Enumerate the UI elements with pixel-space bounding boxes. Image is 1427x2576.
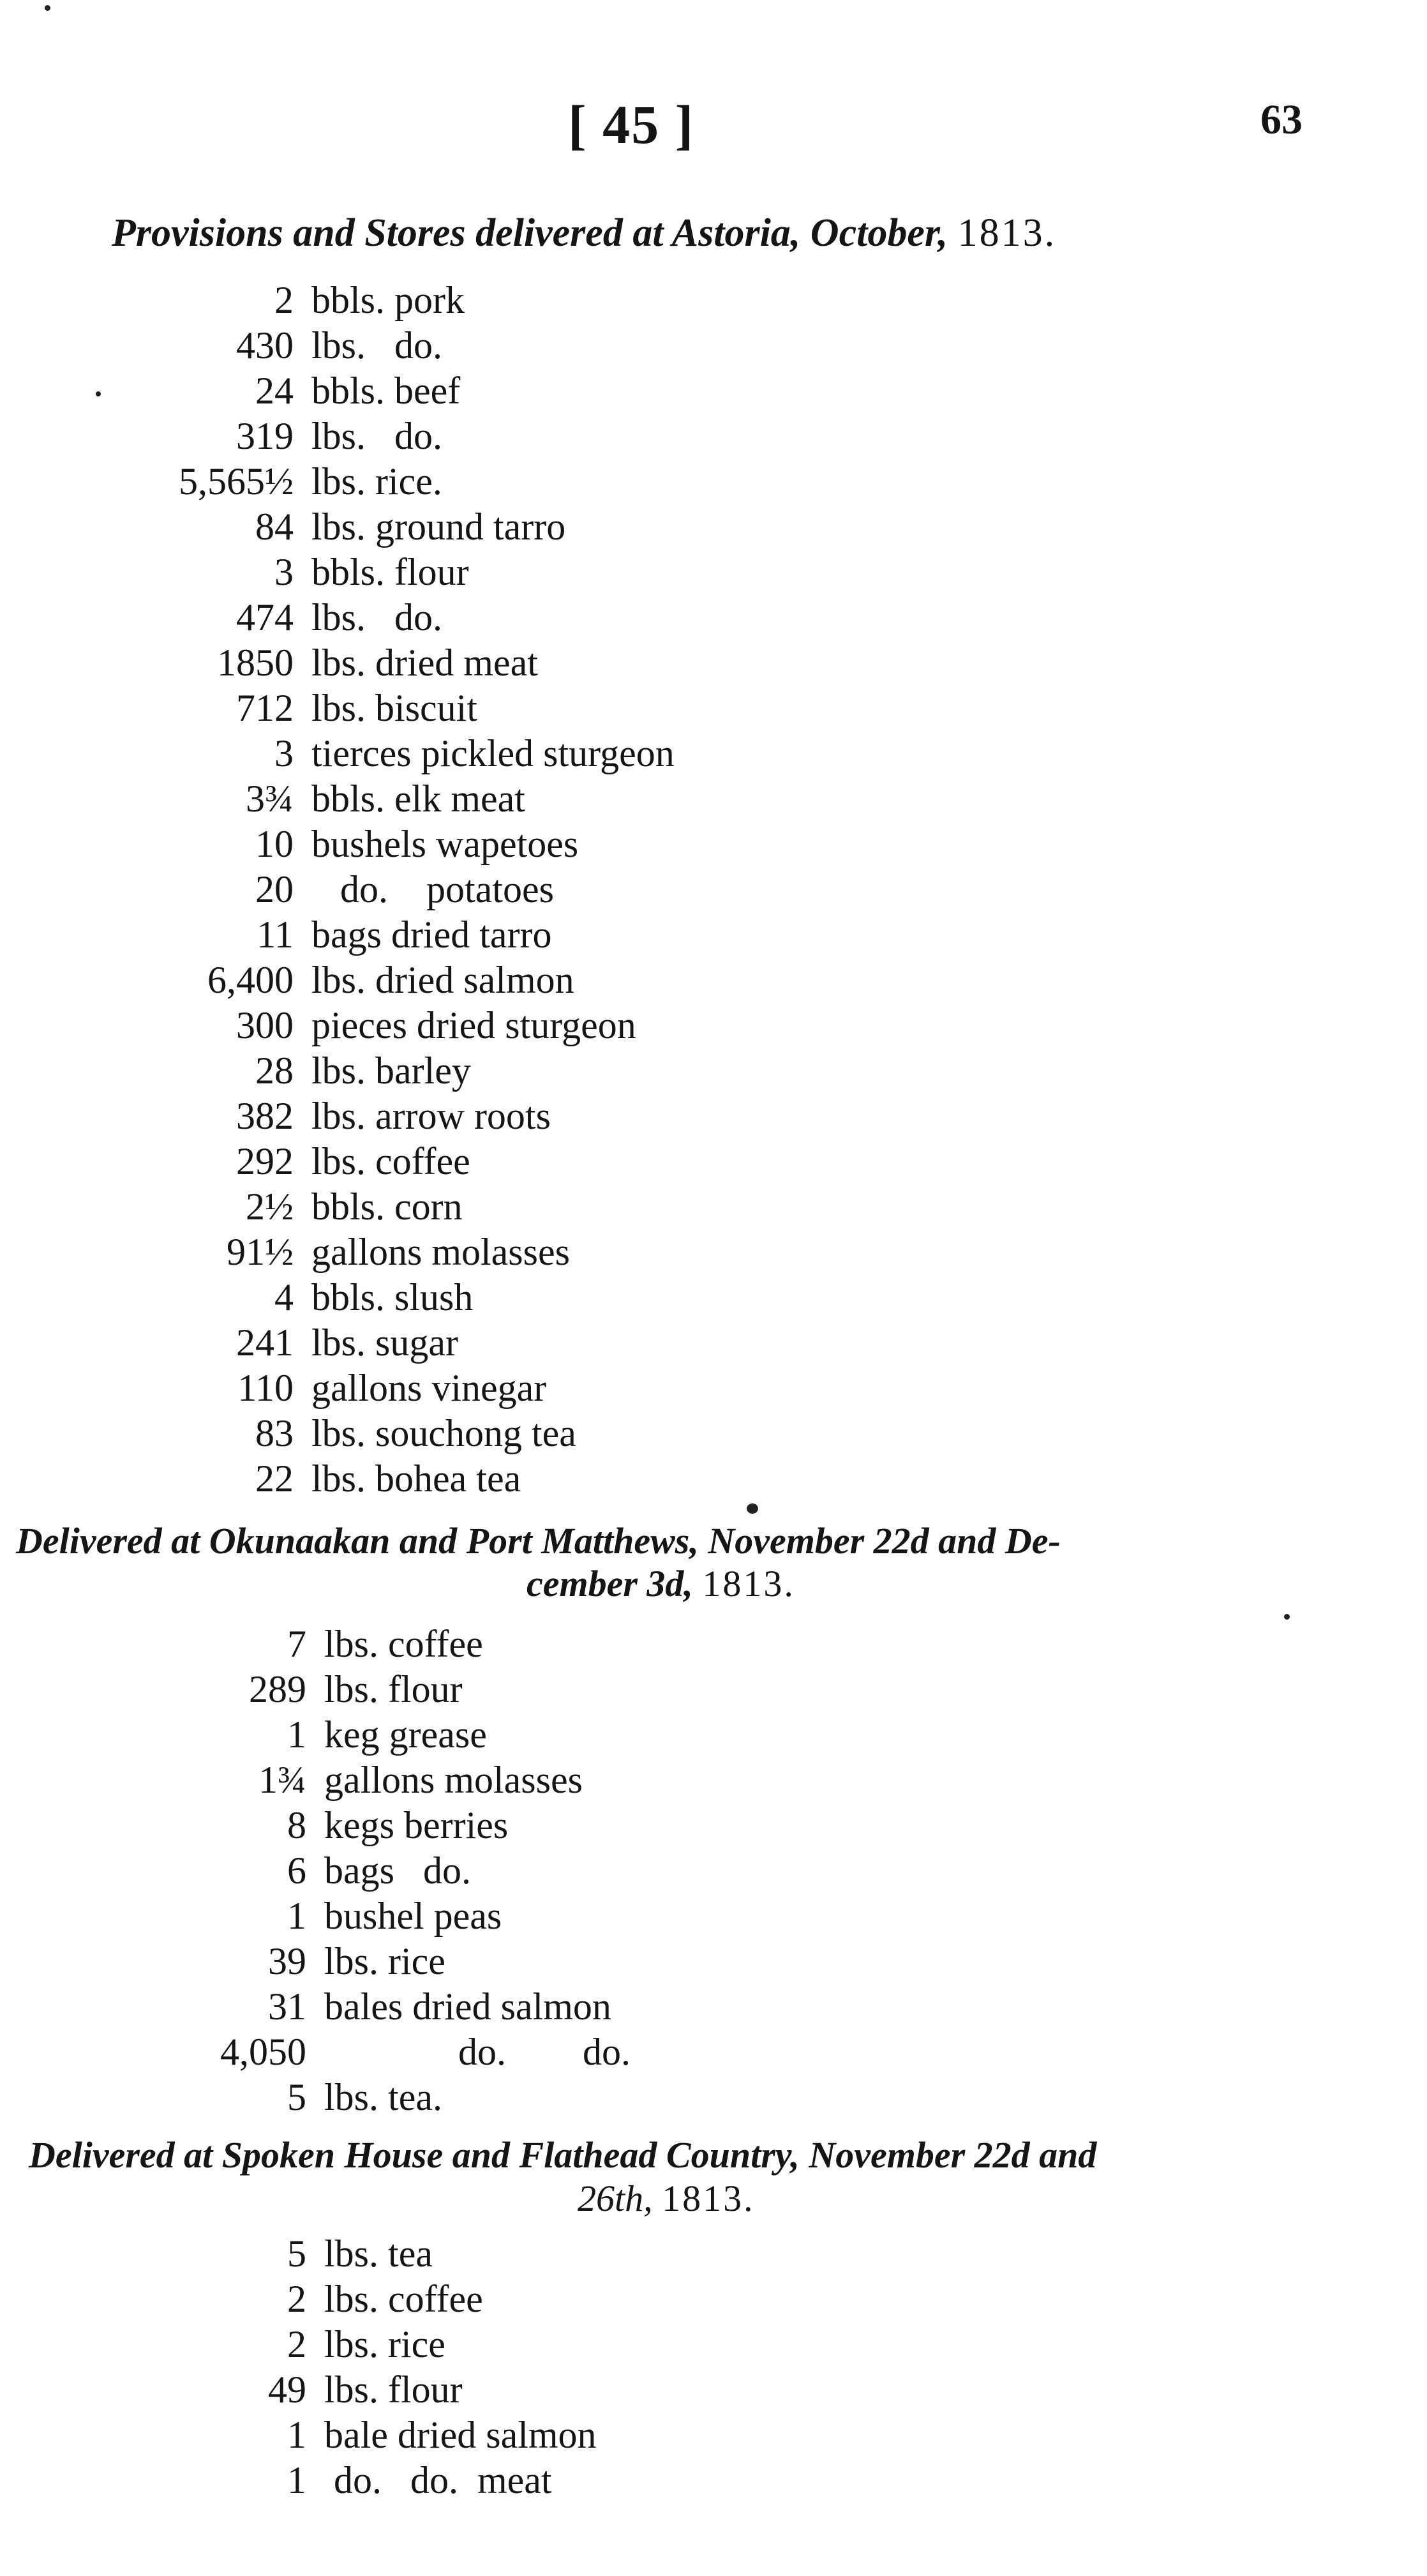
item-description: lbs. tea — [324, 2233, 433, 2275]
list-item — [153, 1758, 631, 1803]
item-quantity: 84 — [255, 506, 294, 548]
item-quantity: 289 — [249, 1668, 306, 1710]
item-quantity: 3¾ — [246, 778, 294, 820]
item-description: bags do. — [324, 1849, 471, 1892]
item-description: bales dried salmon — [324, 1985, 611, 2028]
list-item — [153, 1984, 631, 2030]
list-item — [230, 2277, 597, 2322]
item-quantity: 8 — [287, 1804, 306, 1846]
item-quantity: 11 — [257, 914, 294, 956]
item-description: bbls. slush — [311, 1276, 474, 1318]
bracket-page-number: [ 45 ] — [568, 94, 695, 155]
item-quantity: 3 — [274, 732, 294, 774]
item-description: bbls. elk meat — [311, 778, 525, 820]
list-item — [108, 1275, 675, 1320]
item-quantity: 2½ — [246, 1186, 294, 1228]
list-item — [153, 1939, 631, 1984]
section-heading-line1: Delivered at Spoken House and Flathead Country, November 22d and — [29, 2134, 1097, 2176]
item-description: lbs. flour — [324, 1668, 463, 1710]
item-quantity: 7 — [287, 1623, 306, 1665]
item-description: lbs. do. — [311, 324, 443, 366]
item-quantity: 1 — [287, 2414, 306, 2456]
section-heading-line1: Delivered at Okunaakan and Port Matthews, November 22d and De- — [16, 1520, 1061, 1562]
item-description: bbls. pork — [311, 279, 465, 321]
list-item — [108, 776, 675, 822]
item-description: bale dried salmon — [324, 2414, 597, 2456]
item-description: bbls. corn — [311, 1186, 463, 1228]
list-item — [108, 867, 675, 912]
list-item — [108, 323, 675, 368]
section-heading-text: Provisions and Stores delivered at Astoria, October, — [112, 211, 948, 255]
list-item — [230, 2231, 597, 2277]
item-quantity: 4,050 — [220, 2031, 306, 2073]
item-description: do. potatoes — [311, 868, 554, 910]
list-item — [108, 1230, 675, 1275]
provisions-list-astoria — [108, 278, 675, 1502]
list-item — [153, 1894, 631, 1939]
item-quantity: 2 — [274, 279, 294, 321]
ink-speck — [747, 1503, 758, 1514]
list-item — [230, 2367, 597, 2413]
item-quantity: 10 — [255, 823, 294, 865]
item-quantity: 474 — [236, 596, 294, 638]
item-quantity: 300 — [236, 1004, 294, 1046]
list-item — [153, 1667, 631, 1712]
item-quantity: 2 — [287, 2323, 306, 2365]
item-description: bbls. flour — [311, 551, 469, 593]
item-quantity: 382 — [236, 1095, 294, 1137]
item-description: lbs. dried meat — [311, 642, 538, 684]
item-quantity: 2 — [287, 2278, 306, 2320]
item-description: gallons molasses — [324, 1759, 583, 1801]
item-quantity: 5 — [287, 2233, 306, 2275]
list-item — [108, 822, 675, 867]
item-description: bags dried tarro — [311, 914, 552, 956]
item-quantity: 1 — [287, 1714, 306, 1756]
list-item — [153, 1622, 631, 1667]
section-heading-line2: cember 3d, — [527, 1563, 693, 1604]
item-description: lbs. dried salmon — [311, 959, 574, 1001]
item-quantity: 319 — [236, 415, 294, 457]
provisions-list-okunaakan — [153, 1622, 631, 2120]
item-description: lbs. coffee — [311, 1140, 470, 1182]
item-description: lbs. ground tarro — [311, 506, 566, 548]
section-heading-year: 1813. — [702, 1563, 795, 1604]
folio-page-number: 63 — [1260, 96, 1303, 143]
list-item — [108, 414, 675, 459]
item-description: lbs. tea. — [324, 2076, 442, 2118]
list-item — [153, 1712, 631, 1758]
item-quantity: 49 — [268, 2369, 306, 2411]
item-quantity: 6 — [287, 1849, 306, 1892]
item-quantity: 83 — [255, 1412, 294, 1454]
item-description: do. do. meat — [324, 2459, 552, 2501]
section-heading-year: 1813. — [662, 2178, 755, 2219]
item-quantity: 110 — [237, 1367, 294, 1409]
item-description: lbs. biscuit — [311, 687, 478, 729]
item-quantity: 712 — [236, 687, 294, 729]
item-description: lbs. souchong tea — [311, 1412, 576, 1454]
item-description: lbs. coffee — [324, 1623, 483, 1665]
item-description: lbs. do. — [311, 415, 443, 457]
item-quantity: 1 — [287, 2459, 306, 2501]
item-quantity: 241 — [236, 1322, 294, 1364]
list-item — [108, 368, 675, 414]
item-description: lbs. rice — [324, 2323, 445, 2365]
item-quantity: 39 — [268, 1940, 306, 1982]
list-item — [108, 1094, 675, 1139]
item-description: lbs. rice — [324, 1940, 445, 1982]
item-description: tierces pickled sturgeon — [311, 732, 675, 774]
section-heading-line2: 26th, — [578, 2178, 653, 2219]
item-description: kegs berries — [324, 1804, 509, 1846]
item-quantity: 292 — [236, 1140, 294, 1182]
item-quantity: 24 — [255, 370, 294, 412]
list-item — [108, 1456, 675, 1502]
list-item — [108, 595, 675, 640]
item-description: do. do. — [324, 2031, 631, 2073]
provisions-list-spoken-house — [230, 2231, 597, 2503]
section-heading-astoria — [112, 211, 1056, 256]
item-description: lbs. coffee — [324, 2278, 483, 2320]
item-quantity: 5,565½ — [179, 460, 294, 502]
list-item — [230, 2322, 597, 2367]
item-description: bbls. beef — [311, 370, 461, 412]
item-quantity: 1 — [287, 1895, 306, 1937]
item-description: lbs. bohea tea — [311, 1457, 521, 1500]
item-description: bushels wapetoes — [311, 823, 579, 865]
list-item — [108, 1048, 675, 1094]
item-description: bushel peas — [324, 1895, 502, 1937]
item-description: lbs. sugar — [311, 1322, 458, 1364]
item-description: lbs. rice. — [311, 460, 442, 502]
list-item — [230, 2458, 597, 2503]
item-quantity: 31 — [268, 1985, 306, 2028]
section-heading-okunaakan-line2 — [527, 1562, 795, 1605]
item-quantity: 4 — [274, 1276, 294, 1318]
list-item — [108, 1184, 675, 1230]
item-quantity: 91½ — [227, 1231, 294, 1273]
list-item — [153, 1848, 631, 1894]
list-item — [230, 2413, 597, 2458]
list-item — [108, 1411, 675, 1456]
ink-speck — [1284, 1614, 1290, 1620]
list-item — [108, 459, 675, 504]
item-description: lbs. barley — [311, 1050, 471, 1092]
item-quantity: 1¾ — [258, 1759, 306, 1801]
item-description: gallons vinegar — [311, 1367, 547, 1409]
item-description: lbs. arrow roots — [311, 1095, 551, 1137]
list-item — [108, 686, 675, 731]
list-item — [108, 958, 675, 1003]
item-quantity: 3 — [274, 551, 294, 593]
section-heading-okunaakan — [16, 1519, 1061, 1562]
item-quantity: 1850 — [217, 642, 294, 684]
item-quantity: 20 — [255, 868, 294, 910]
list-item — [108, 504, 675, 550]
item-quantity: 6,400 — [207, 959, 294, 1001]
ink-speck — [96, 391, 101, 396]
list-item — [108, 912, 675, 958]
item-quantity: 22 — [255, 1457, 294, 1500]
item-description: gallons molasses — [311, 1231, 570, 1273]
item-quantity: 28 — [255, 1050, 294, 1092]
list-item — [108, 550, 675, 595]
item-description: pieces dried sturgeon — [311, 1004, 636, 1046]
item-quantity: 5 — [287, 2076, 306, 2118]
list-item — [108, 1320, 675, 1366]
item-description: lbs. do. — [311, 596, 443, 638]
item-quantity: 430 — [236, 324, 294, 366]
list-item — [108, 731, 675, 776]
item-description: keg grease — [324, 1714, 487, 1756]
section-heading-spoken-house — [29, 2134, 1096, 2176]
list-item — [108, 1366, 675, 1411]
item-description: lbs. flour — [324, 2369, 463, 2411]
ink-speck — [45, 5, 50, 11]
list-item — [108, 640, 675, 686]
list-item — [153, 1803, 631, 1848]
list-item — [108, 1003, 675, 1048]
list-item — [153, 2030, 631, 2075]
list-item — [108, 1139, 675, 1184]
list-item — [153, 2075, 631, 2120]
section-heading-spoken-house-line2 — [578, 2177, 755, 2220]
section-heading-year: 1813. — [957, 211, 1057, 255]
list-item — [108, 278, 675, 323]
